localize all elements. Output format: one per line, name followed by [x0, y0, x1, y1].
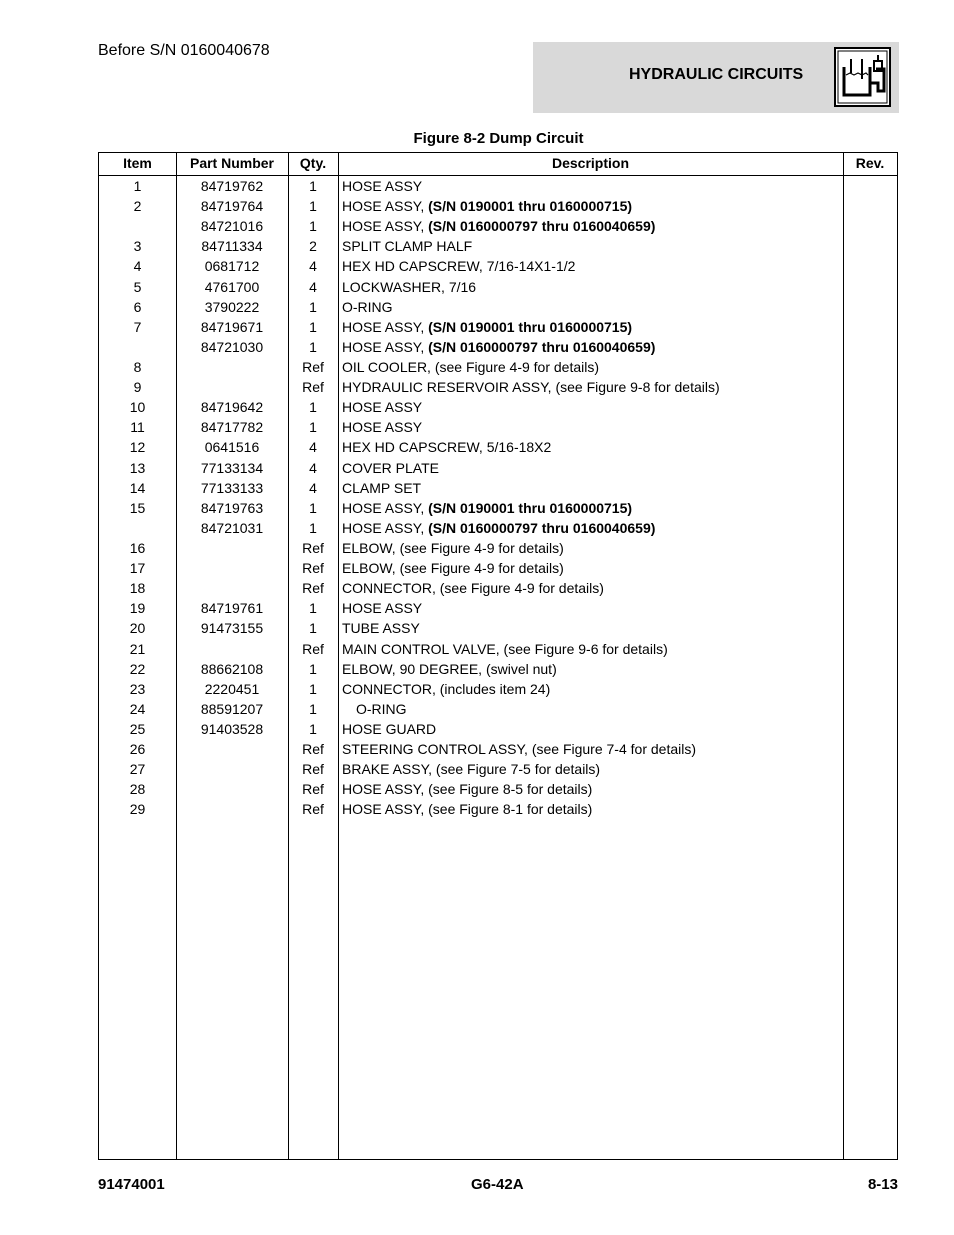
description-cell [342, 357, 599, 377]
column-header-part-number: Part Number [189, 155, 275, 171]
item-cell: 7 [133, 318, 142, 335]
description-text: ELBOW, (see Figure 4-9 for details) [342, 539, 564, 556]
description-cell [342, 558, 564, 578]
qty-cell: 1 [309, 318, 317, 335]
column-header-item: Item [123, 155, 152, 171]
table-row [99, 277, 897, 297]
description-cell [342, 277, 476, 297]
item-cell: 19 [129, 600, 146, 617]
qty-cell: 1 [309, 178, 317, 194]
part-number-cell: 4761700 [204, 278, 260, 295]
table-row [99, 417, 897, 437]
part-number-cell: 84719764 [200, 198, 264, 215]
model-number: G6-42A [471, 1176, 524, 1193]
description-cell [342, 478, 421, 498]
section-banner [533, 42, 899, 113]
part-number-cell: 84719761 [200, 600, 264, 617]
item-cell: 26 [129, 741, 146, 758]
description-cell [342, 317, 632, 337]
part-number-cell: 77133134 [200, 459, 264, 476]
document-number: 91474001 [98, 1176, 165, 1193]
part-number-cell: 0641516 [204, 439, 260, 456]
item-cell: 28 [129, 781, 146, 798]
table-row [99, 236, 897, 256]
part-number-cell: 88662108 [200, 660, 264, 677]
item-cell: 22 [129, 660, 146, 677]
description-text: ELBOW, 90 DEGREE, (swivel nut) [342, 660, 557, 677]
serial-range-note: (S/N 0160000797 thru 0160040659) [428, 218, 656, 235]
description-cell [342, 176, 422, 196]
table-row [99, 538, 897, 558]
table-row [99, 659, 897, 679]
qty-cell: 4 [309, 278, 317, 295]
column-header-description: Description [551, 155, 629, 171]
item-cell: 18 [129, 580, 146, 597]
qty-cell: Ref [302, 379, 324, 396]
item-cell: 24 [129, 700, 146, 717]
item-cell: 25 [129, 720, 146, 737]
column-header-rev: Rev. [855, 155, 885, 171]
table-row [99, 618, 897, 638]
item-cell: 20 [129, 620, 146, 637]
item-cell: 27 [129, 761, 146, 778]
description-text: O-RING [356, 700, 407, 717]
item-cell: 16 [129, 539, 146, 556]
item-cell: 3 [133, 238, 142, 255]
description-cell [342, 598, 422, 618]
qty-cell: Ref [302, 781, 324, 798]
qty-cell: 1 [309, 660, 317, 677]
table-row [99, 779, 897, 799]
description-cell [342, 337, 655, 357]
table-row [99, 759, 897, 779]
section-title: HYDRAULIC CIRCUITS [629, 66, 804, 83]
description-text: HOSE ASSY, [342, 318, 429, 335]
serial-number-note: Before S/N 0160040678 [98, 42, 270, 59]
qty-cell: 1 [309, 399, 317, 416]
description-text: ELBOW, (see Figure 4-9 for details) [342, 560, 564, 577]
description-text: CONNECTOR, (see Figure 4-9 for details) [342, 580, 604, 597]
table-row [99, 196, 897, 216]
description-cell [342, 458, 439, 478]
qty-cell: Ref [302, 539, 324, 556]
description-cell [342, 779, 592, 799]
description-text: MAIN CONTROL VALVE, (see Figure 9-6 for details) [342, 640, 668, 657]
column-header-qty: Qty. [299, 155, 327, 171]
figure-title: Figure 8-2 Dump Circuit [413, 130, 584, 147]
table-row [99, 799, 897, 819]
description-cell [342, 759, 600, 779]
qty-cell: Ref [302, 640, 324, 657]
part-number-cell: 84721031 [200, 519, 264, 536]
table-row [99, 719, 897, 739]
table-row [99, 558, 897, 578]
description-cell [342, 578, 604, 598]
serial-range-note: (S/N 0160000797 thru 0160040659) [428, 338, 656, 355]
description-text: LOCKWASHER, 7/16 [342, 278, 477, 295]
page-number: 8-13 [867, 1176, 898, 1193]
qty-cell: 1 [309, 298, 317, 315]
serial-range-note: (S/N 0160000797 thru 0160040659) [428, 519, 656, 536]
description-text: HOSE ASSY, [342, 338, 429, 355]
description-text: O-RING [342, 298, 393, 315]
part-number-cell: 84721016 [200, 218, 264, 235]
item-cell: 29 [129, 801, 146, 818]
qty-cell: 4 [309, 479, 317, 496]
description-cell [342, 236, 472, 256]
qty-cell: 1 [309, 338, 317, 355]
description-text: STEERING CONTROL ASSY, (see Figure 7-4 for details) [342, 741, 697, 758]
item-cell: 10 [129, 399, 146, 416]
table-row [99, 216, 897, 236]
item-cell: 11 [130, 419, 145, 436]
qty-cell: 1 [309, 620, 317, 637]
qty-cell: Ref [302, 580, 324, 597]
table-row [99, 256, 897, 276]
part-number-cell: 84719642 [200, 399, 264, 416]
description-text: HOSE ASSY, [342, 198, 429, 215]
description-cell [356, 699, 407, 719]
qty-cell: Ref [302, 761, 324, 778]
description-text: HOSE ASSY, [342, 218, 429, 235]
table-row [99, 578, 897, 598]
table-row [99, 357, 897, 377]
description-text: HOSE ASSY, (see Figure 8-1 for details) [342, 801, 593, 818]
part-number-cell: 84719762 [200, 178, 264, 194]
item-cell: 5 [133, 278, 142, 295]
table-row [99, 337, 897, 357]
description-cell [342, 679, 550, 699]
part-number-cell: 91403528 [200, 720, 264, 737]
description-text: OIL COOLER, (see Figure 4-9 for details) [342, 358, 600, 375]
table-row [99, 176, 897, 196]
description-text: SPLIT CLAMP HALF [342, 238, 473, 255]
item-cell: 21 [129, 640, 146, 657]
table-row [99, 377, 897, 397]
qty-cell: 4 [309, 459, 317, 476]
item-cell: 6 [133, 298, 142, 315]
qty-cell: 1 [309, 198, 317, 215]
description-cell [342, 799, 592, 819]
table-row [99, 498, 897, 518]
item-cell: 15 [129, 499, 146, 516]
description-text: HOSE ASSY, [342, 499, 429, 516]
table-row [99, 518, 897, 538]
table-row [99, 739, 897, 759]
qty-cell: 1 [309, 519, 317, 536]
item-cell: 23 [129, 680, 146, 697]
item-cell: 2 [133, 198, 142, 215]
qty-cell: 1 [309, 700, 317, 717]
description-text: HOSE ASSY [342, 600, 423, 617]
item-cell: 14 [129, 479, 146, 496]
description-cell [342, 196, 632, 216]
item-cell: 17 [129, 560, 146, 577]
qty-cell: 1 [309, 600, 317, 617]
description-text: HOSE GUARD [342, 720, 437, 737]
item-cell: 1 [133, 178, 142, 194]
table-row [99, 397, 897, 417]
part-number-cell: 3790222 [204, 298, 260, 315]
table-row [99, 317, 897, 337]
part-number-cell: 91473155 [200, 620, 264, 637]
item-cell: 9 [133, 379, 142, 396]
description-cell [342, 397, 422, 417]
description-cell [342, 538, 564, 558]
description-text: HEX HD CAPSCREW, 5/16-18X2 [342, 439, 552, 456]
description-cell [342, 437, 551, 457]
description-text: TUBE ASSY [342, 620, 420, 637]
description-text: COVER PLATE [342, 459, 439, 476]
table-row [99, 639, 897, 659]
description-cell [342, 639, 668, 659]
part-number-cell: 84719671 [200, 318, 264, 335]
qty-cell: 1 [309, 218, 317, 235]
table-row [99, 478, 897, 498]
description-cell [342, 518, 655, 538]
part-number-cell: 2220451 [204, 680, 260, 697]
part-number-cell: 0681712 [204, 258, 260, 275]
description-text: HYDRAULIC RESERVOIR ASSY, (see Figure 9-8 for details) [342, 379, 720, 396]
description-text: HOSE ASSY, (see Figure 8-5 for details) [342, 781, 593, 798]
hydraulic-tank-icon [834, 47, 891, 107]
part-number-cell: 84719763 [200, 499, 264, 516]
part-number-cell: 84711334 [201, 238, 263, 255]
qty-cell: 4 [309, 258, 317, 275]
qty-cell: 1 [309, 680, 317, 697]
description-text: HEX HD CAPSCREW, 7/16-14X1-1/2 [342, 258, 576, 275]
item-cell: 13 [129, 459, 146, 476]
description-cell [342, 216, 655, 236]
description-cell [342, 297, 393, 317]
table-row [99, 458, 897, 478]
description-cell [342, 498, 632, 518]
qty-cell: 2 [309, 238, 317, 255]
table-row [99, 598, 897, 618]
table-row [99, 679, 897, 699]
description-cell [342, 417, 422, 437]
qty-cell: 1 [309, 419, 317, 436]
description-cell [342, 659, 557, 679]
serial-range-note: (S/N 0190001 thru 0160000715) [428, 198, 633, 215]
description-cell [342, 256, 575, 276]
item-cell: 4 [133, 258, 142, 275]
qty-cell: 1 [309, 499, 317, 516]
description-text: HOSE ASSY [342, 178, 423, 194]
description-cell [342, 618, 420, 638]
description-text: CLAMP SET [342, 479, 422, 496]
table-row [99, 437, 897, 457]
description-text: HOSE ASSY [342, 419, 423, 436]
qty-cell: Ref [302, 560, 324, 577]
table-header [99, 153, 897, 176]
qty-cell: 1 [309, 720, 317, 737]
description-text: HOSE ASSY [342, 399, 423, 416]
description-text: HOSE ASSY, [342, 519, 429, 536]
serial-range-note: (S/N 0190001 thru 0160000715) [428, 499, 633, 516]
description-cell [342, 377, 720, 397]
qty-cell: Ref [302, 741, 324, 758]
qty-cell: 4 [309, 439, 317, 456]
part-number-cell: 84717782 [200, 419, 264, 436]
part-number-cell: 88591207 [200, 700, 264, 717]
description-cell [342, 719, 436, 739]
part-number-cell: 84721030 [200, 338, 264, 355]
part-number-cell: 77133133 [200, 479, 264, 496]
description-cell [342, 739, 696, 759]
item-cell: 8 [133, 358, 142, 375]
table-row [99, 699, 897, 719]
qty-cell: Ref [302, 801, 324, 818]
description-text: CONNECTOR, (includes item 24) [342, 680, 551, 697]
parts-table [98, 152, 898, 1160]
description-text: BRAKE ASSY, (see Figure 7-5 for details) [342, 761, 601, 778]
qty-cell: Ref [302, 358, 324, 375]
serial-range-note: (S/N 0190001 thru 0160000715) [428, 318, 633, 335]
table-body [99, 176, 897, 820]
table-row [99, 297, 897, 317]
item-cell: 12 [129, 439, 146, 456]
